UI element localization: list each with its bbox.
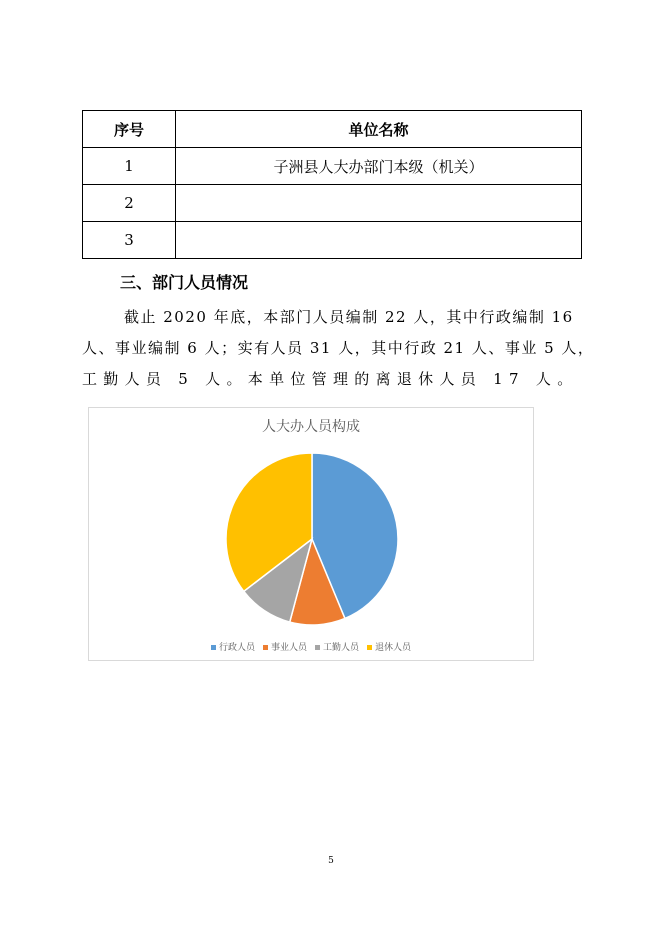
legend-label: 退休人员 bbox=[375, 643, 412, 653]
pie-chart bbox=[88, 407, 534, 661]
legend-swatch bbox=[315, 645, 320, 650]
page-number: 5 bbox=[328, 856, 334, 866]
header-serial: 序号 bbox=[83, 111, 176, 148]
table-header-row bbox=[83, 111, 582, 148]
pie-svg bbox=[89, 408, 535, 662]
legend-item bbox=[263, 640, 307, 653]
table-row bbox=[83, 148, 582, 185]
legend-item bbox=[367, 640, 411, 653]
legend-label: 行政人员 bbox=[218, 643, 255, 653]
row-unit-name bbox=[176, 222, 582, 259]
legend-label: 工勤人员 bbox=[323, 643, 360, 653]
legend-swatch bbox=[367, 645, 372, 650]
row-unit-name bbox=[176, 185, 582, 222]
row-serial: 1 bbox=[83, 148, 176, 185]
chart-title: 人大办人员构成 bbox=[262, 419, 360, 435]
header-unit-name: 单位名称 bbox=[176, 111, 582, 148]
legend-swatch bbox=[211, 645, 216, 650]
legend-label: 事业人员 bbox=[270, 643, 307, 653]
table-row bbox=[83, 185, 582, 222]
legend-item bbox=[315, 640, 359, 653]
legend-item bbox=[211, 640, 255, 653]
row-serial: 3 bbox=[83, 222, 176, 259]
chart-legend bbox=[89, 640, 533, 653]
row-serial: 2 bbox=[83, 185, 176, 222]
paragraph-line: 工勤人员 5 人。本单位管理的离退休人员 17 人。 bbox=[82, 370, 579, 388]
unit-table bbox=[82, 110, 582, 259]
staff-paragraph bbox=[82, 302, 595, 395]
section-heading: 三、部门人员情况 bbox=[120, 273, 249, 292]
paragraph-line: 人、事业编制 6 人；实有人员 31 人，其中行政 21 人、事业 5 人， bbox=[82, 339, 595, 357]
paragraph-line: 截止 2020 年底，本部门人员编制 22 人，其中行政编制 16 bbox=[124, 308, 574, 326]
table-row bbox=[83, 222, 582, 259]
row-unit-name: 子洲县人大办部门本级（机关） bbox=[176, 148, 582, 185]
legend-swatch bbox=[263, 645, 268, 650]
